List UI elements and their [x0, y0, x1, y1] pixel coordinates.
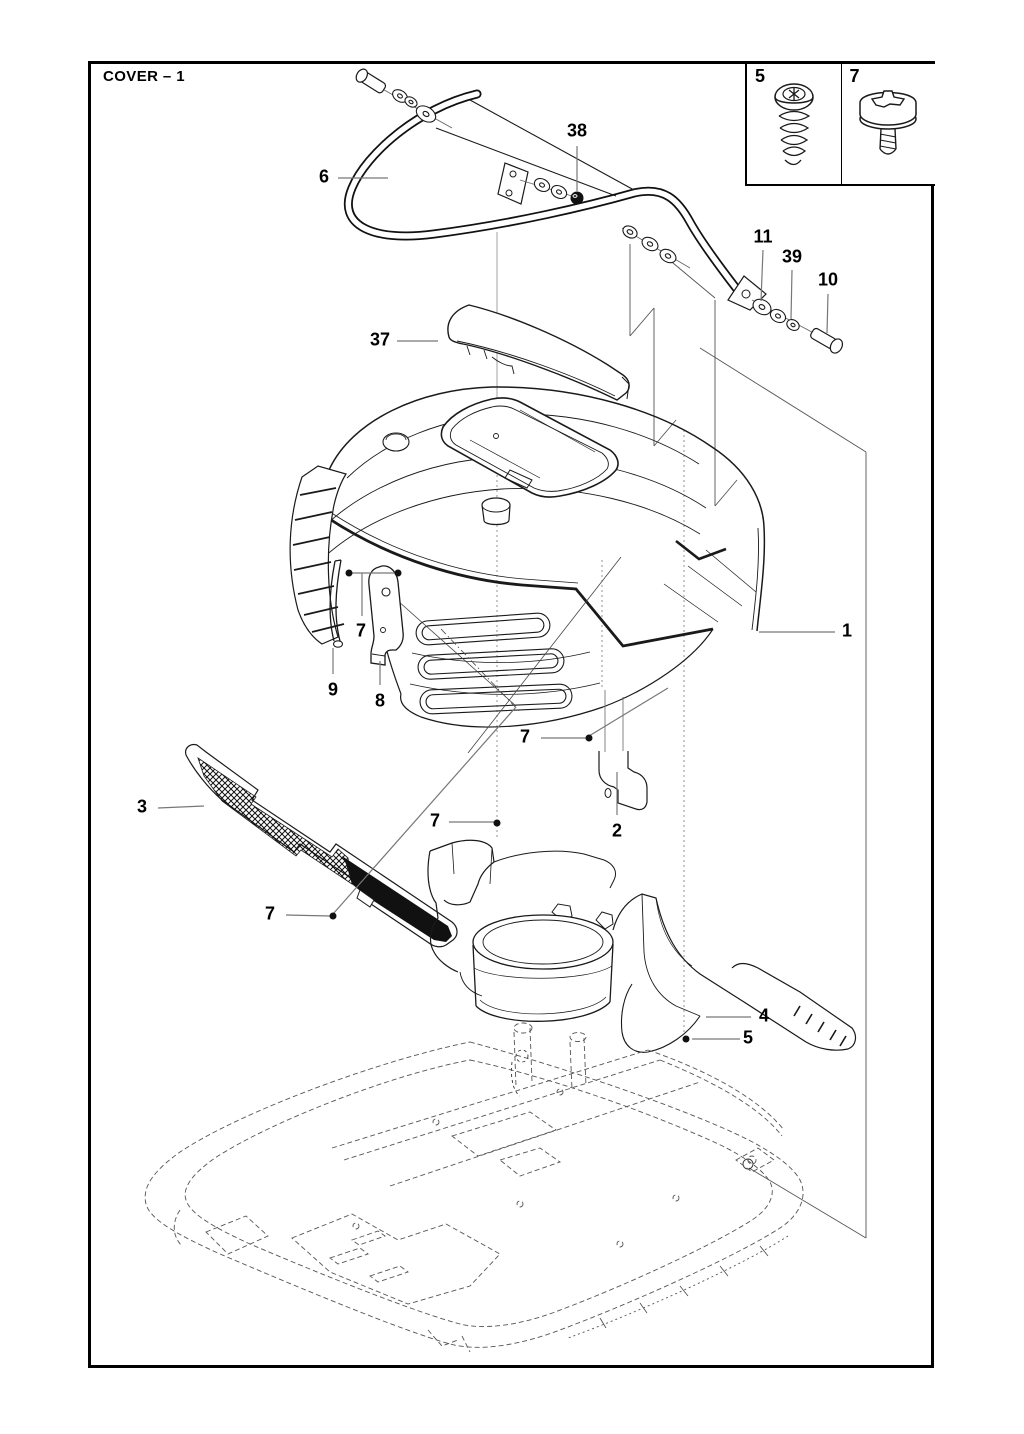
callout-7: 7 [264, 903, 276, 924]
callout-4: 4 [758, 1005, 770, 1026]
bolt-washer-stack-topleft [354, 67, 452, 128]
inset-label-7: 7 [849, 66, 860, 86]
callout-37: 37 [369, 329, 391, 350]
callout-2: 2 [611, 820, 623, 841]
chassis-frame [145, 1023, 803, 1352]
cover-lid [448, 305, 629, 400]
callout-10: 10 [817, 269, 839, 290]
callout-3: 3 [136, 796, 148, 817]
bolt-washer-stack-right [750, 296, 845, 355]
hook-bracket [599, 690, 647, 810]
callout-6: 6 [318, 166, 330, 187]
main-cover [290, 387, 764, 753]
callout-9: 9 [327, 679, 339, 700]
callout-7: 7 [519, 726, 531, 747]
callout-39: 39 [781, 246, 803, 267]
latch-bracket [369, 566, 403, 665]
callout-7: 7 [355, 620, 367, 641]
callout-38: 38 [566, 120, 588, 141]
handle-bar [348, 94, 766, 310]
inner-housing [428, 840, 855, 1096]
callout-11: 11 [753, 226, 773, 247]
mesh-grille [186, 745, 457, 947]
washer-stack-mid [621, 223, 690, 268]
inset-label-5: 5 [755, 66, 766, 86]
page-title: COVER – 1 [103, 68, 185, 85]
alignment-lines [497, 232, 866, 1238]
callout-5: 5 [742, 1027, 754, 1048]
callout-7: 7 [429, 810, 441, 831]
callout-8: 8 [374, 690, 386, 711]
callout-1: 1 [841, 620, 853, 641]
